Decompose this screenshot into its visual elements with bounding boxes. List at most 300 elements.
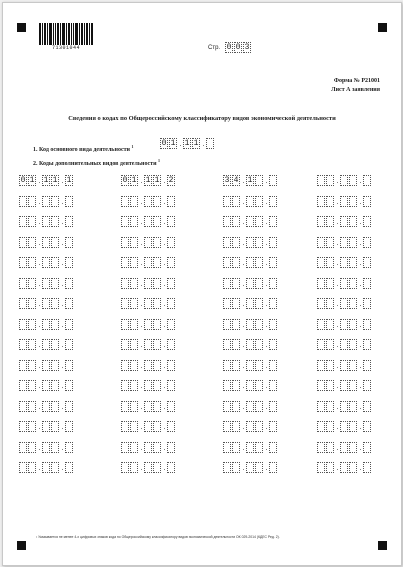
digit-cell[interactable]	[51, 339, 59, 350]
digit-cell[interactable]	[130, 196, 138, 207]
additional-activity-code-field[interactable]	[223, 339, 278, 350]
digit-cell[interactable]	[246, 298, 254, 309]
additional-activity-code-field[interactable]	[121, 401, 176, 412]
digit-cell[interactable]	[340, 216, 348, 227]
digit-cell[interactable]	[232, 237, 240, 248]
additional-activity-code-field[interactable]	[19, 380, 74, 391]
digit-cell[interactable]	[167, 360, 175, 371]
digit-cell[interactable]	[317, 421, 325, 432]
digit-cell[interactable]	[349, 216, 357, 227]
digit-cell[interactable]	[326, 421, 334, 432]
digit-cell[interactable]	[167, 319, 175, 330]
digit-cell[interactable]	[121, 216, 129, 227]
digit-cell[interactable]	[144, 339, 152, 350]
digit-cell[interactable]	[269, 237, 277, 248]
digit-cell[interactable]	[42, 216, 50, 227]
additional-activity-code-field[interactable]	[121, 298, 176, 309]
digit-cell[interactable]: 1	[170, 139, 176, 148]
digit-cell[interactable]: 1	[52, 176, 58, 185]
digit-cell[interactable]	[223, 442, 231, 453]
digit-cell[interactable]	[153, 216, 161, 227]
digit-cell[interactable]	[269, 339, 277, 350]
digit-cell[interactable]	[246, 257, 254, 268]
digit-cell[interactable]	[51, 421, 59, 432]
digit-cell[interactable]	[144, 278, 152, 289]
digit-cell[interactable]	[121, 298, 129, 309]
digit-cell[interactable]	[232, 401, 240, 412]
digit-cell[interactable]	[317, 319, 325, 330]
additional-activity-code-field[interactable]	[19, 442, 74, 453]
additional-activity-code-field[interactable]	[317, 339, 372, 350]
digit-cell[interactable]	[153, 196, 161, 207]
digit-cell[interactable]	[28, 442, 36, 453]
digit-cell[interactable]	[144, 216, 152, 227]
digit-cell[interactable]	[326, 278, 334, 289]
digit-cell[interactable]	[19, 216, 27, 227]
additional-activity-code-field[interactable]	[317, 175, 372, 186]
digit-cell[interactable]	[42, 196, 50, 207]
additional-activity-code-field[interactable]	[121, 380, 176, 391]
digit-cell[interactable]	[326, 442, 334, 453]
digit-cell[interactable]: 1	[43, 176, 49, 185]
digit-cell[interactable]	[326, 380, 334, 391]
additional-activity-code-field[interactable]	[19, 421, 74, 432]
additional-activity-code-field[interactable]	[121, 421, 176, 432]
digit-cell[interactable]	[340, 298, 348, 309]
additional-activity-code-field[interactable]	[223, 401, 278, 412]
digit-cell[interactable]	[28, 319, 36, 330]
digit-cell[interactable]	[255, 278, 263, 289]
digit-cell[interactable]	[167, 237, 175, 248]
digit-cell[interactable]	[121, 462, 129, 473]
additional-activity-code-field[interactable]	[223, 380, 278, 391]
digit-cell[interactable]	[269, 401, 277, 412]
digit-cell[interactable]	[51, 442, 59, 453]
digit-cell[interactable]	[42, 360, 50, 371]
digit-cell[interactable]	[317, 442, 325, 453]
digit-cell[interactable]	[28, 360, 36, 371]
additional-activity-code-field[interactable]	[223, 216, 278, 227]
digit-cell[interactable]	[232, 319, 240, 330]
digit-cell[interactable]	[223, 360, 231, 371]
digit-cell[interactable]	[19, 421, 27, 432]
digit-cell[interactable]	[269, 380, 277, 391]
additional-activity-code-field[interactable]	[223, 237, 278, 248]
digit-cell[interactable]	[19, 319, 27, 330]
digit-cell[interactable]	[363, 216, 371, 227]
digit-cell[interactable]	[349, 257, 357, 268]
digit-cell[interactable]	[349, 175, 357, 186]
digit-cell[interactable]	[19, 196, 27, 207]
digit-cell[interactable]	[317, 216, 325, 227]
digit-cell[interactable]	[153, 339, 161, 350]
digit-cell[interactable]	[326, 298, 334, 309]
digit-cell[interactable]	[19, 360, 27, 371]
digit-cell[interactable]	[153, 401, 161, 412]
digit-cell[interactable]: 0	[235, 43, 241, 52]
digit-cell[interactable]	[232, 442, 240, 453]
digit-cell[interactable]	[121, 442, 129, 453]
digit-cell[interactable]	[42, 257, 50, 268]
additional-activity-code-field[interactable]	[317, 278, 372, 289]
digit-cell[interactable]	[340, 175, 348, 186]
digit-cell[interactable]	[269, 319, 277, 330]
additional-activity-code-field[interactable]	[19, 175, 74, 186]
digit-cell[interactable]	[19, 339, 27, 350]
digit-cell[interactable]	[246, 319, 254, 330]
digit-cell[interactable]	[232, 216, 240, 227]
digit-cell[interactable]	[51, 257, 59, 268]
digit-cell[interactable]	[223, 339, 231, 350]
additional-activity-code-field[interactable]	[223, 360, 278, 371]
additional-activity-code-field[interactable]	[317, 298, 372, 309]
digit-cell[interactable]	[121, 401, 129, 412]
digit-cell[interactable]	[130, 360, 138, 371]
digit-cell[interactable]	[65, 421, 73, 432]
digit-cell[interactable]	[232, 196, 240, 207]
digit-cell[interactable]	[340, 237, 348, 248]
digit-cell[interactable]	[153, 298, 161, 309]
digit-cell[interactable]	[42, 298, 50, 309]
digit-cell[interactable]	[144, 196, 152, 207]
digit-cell[interactable]	[28, 421, 36, 432]
digit-cell[interactable]	[130, 339, 138, 350]
digit-cell[interactable]	[349, 319, 357, 330]
digit-cell[interactable]	[65, 216, 73, 227]
digit-cell[interactable]	[363, 278, 371, 289]
digit-cell[interactable]	[153, 380, 161, 391]
digit-cell[interactable]	[51, 237, 59, 248]
digit-cell[interactable]	[130, 237, 138, 248]
digit-cell[interactable]	[144, 421, 152, 432]
digit-cell[interactable]	[317, 278, 325, 289]
digit-cell[interactable]	[28, 196, 36, 207]
digit-cell[interactable]	[269, 360, 277, 371]
digit-cell[interactable]	[326, 237, 334, 248]
digit-cell[interactable]: 1	[66, 176, 72, 185]
digit-cell[interactable]	[19, 462, 27, 473]
digit-cell[interactable]	[246, 380, 254, 391]
digit-cell[interactable]	[269, 175, 277, 186]
additional-activity-code-field[interactable]	[317, 380, 372, 391]
digit-cell[interactable]	[223, 401, 231, 412]
digit-cell[interactable]	[153, 462, 161, 473]
digit-cell[interactable]	[246, 462, 254, 473]
digit-cell[interactable]	[255, 380, 263, 391]
additional-activity-code-field[interactable]	[317, 196, 372, 207]
additional-activity-code-field[interactable]	[121, 339, 176, 350]
digit-cell[interactable]	[269, 421, 277, 432]
digit-cell[interactable]: 0	[20, 176, 26, 185]
digit-cell[interactable]	[223, 319, 231, 330]
additional-activity-code-field[interactable]	[223, 196, 278, 207]
digit-cell[interactable]	[246, 216, 254, 227]
digit-cell[interactable]	[317, 339, 325, 350]
digit-cell[interactable]	[130, 319, 138, 330]
digit-cell[interactable]	[363, 380, 371, 391]
additional-activity-code-field[interactable]	[121, 442, 176, 453]
digit-cell[interactable]	[255, 298, 263, 309]
digit-cell[interactable]	[19, 401, 27, 412]
digit-cell[interactable]	[349, 401, 357, 412]
digit-cell[interactable]	[269, 196, 277, 207]
digit-cell[interactable]	[19, 257, 27, 268]
digit-cell[interactable]	[144, 380, 152, 391]
digit-cell[interactable]	[326, 216, 334, 227]
digit-cell[interactable]	[317, 298, 325, 309]
digit-cell[interactable]	[269, 278, 277, 289]
digit-cell[interactable]	[317, 380, 325, 391]
digit-cell[interactable]	[363, 339, 371, 350]
digit-cell[interactable]	[121, 278, 129, 289]
digit-cell[interactable]: 1	[154, 176, 160, 185]
digit-cell[interactable]	[167, 278, 175, 289]
digit-cell[interactable]	[206, 138, 214, 149]
digit-cell[interactable]	[130, 298, 138, 309]
additional-activity-code-field[interactable]	[121, 278, 176, 289]
digit-cell[interactable]	[340, 401, 348, 412]
digit-cell[interactable]	[246, 421, 254, 432]
additional-activity-code-field[interactable]	[317, 237, 372, 248]
digit-cell[interactable]	[130, 278, 138, 289]
digit-cell[interactable]	[130, 257, 138, 268]
additional-activity-code-field[interactable]	[317, 421, 372, 432]
digit-cell[interactable]	[340, 421, 348, 432]
digit-cell[interactable]: 4	[233, 176, 239, 185]
digit-cell[interactable]	[326, 175, 334, 186]
digit-cell[interactable]	[223, 216, 231, 227]
digit-cell[interactable]	[349, 360, 357, 371]
additional-activity-code-field[interactable]	[19, 462, 74, 473]
digit-cell[interactable]	[363, 360, 371, 371]
digit-cell[interactable]	[340, 462, 348, 473]
digit-cell[interactable]	[28, 237, 36, 248]
digit-cell[interactable]	[223, 257, 231, 268]
digit-cell[interactable]	[269, 216, 277, 227]
digit-cell[interactable]	[65, 401, 73, 412]
digit-cell[interactable]	[363, 442, 371, 453]
digit-cell[interactable]	[363, 462, 371, 473]
digit-cell[interactable]	[255, 216, 263, 227]
digit-cell[interactable]	[349, 380, 357, 391]
digit-cell[interactable]	[255, 421, 263, 432]
digit-cell[interactable]: 3	[224, 176, 230, 185]
digit-cell[interactable]	[167, 216, 175, 227]
digit-cell[interactable]: 1	[184, 139, 190, 148]
digit-cell[interactable]	[42, 442, 50, 453]
digit-cell[interactable]	[19, 278, 27, 289]
digit-cell[interactable]	[153, 421, 161, 432]
additional-activity-code-field[interactable]	[223, 421, 278, 432]
digit-cell[interactable]	[255, 401, 263, 412]
digit-cell[interactable]	[121, 380, 129, 391]
additional-activity-code-field[interactable]	[19, 278, 74, 289]
digit-cell[interactable]	[144, 298, 152, 309]
digit-cell[interactable]	[246, 360, 254, 371]
digit-cell[interactable]	[349, 278, 357, 289]
additional-activity-code-field[interactable]	[121, 237, 176, 248]
digit-cell[interactable]	[19, 442, 27, 453]
digit-cell[interactable]	[121, 360, 129, 371]
digit-cell[interactable]	[167, 442, 175, 453]
digit-cell[interactable]	[19, 237, 27, 248]
digit-cell[interactable]: 1	[131, 176, 137, 185]
additional-activity-code-field[interactable]	[121, 257, 176, 268]
digit-cell[interactable]	[255, 196, 263, 207]
digit-cell[interactable]	[65, 319, 73, 330]
digit-cell[interactable]	[326, 401, 334, 412]
digit-cell[interactable]	[269, 442, 277, 453]
digit-cell[interactable]	[28, 257, 36, 268]
digit-cell[interactable]: 1	[145, 176, 151, 185]
digit-cell[interactable]	[28, 278, 36, 289]
digit-cell[interactable]	[326, 339, 334, 350]
digit-cell[interactable]: 0	[161, 139, 167, 148]
additional-activity-code-field[interactable]	[317, 216, 372, 227]
digit-cell[interactable]	[349, 298, 357, 309]
digit-cell[interactable]	[65, 442, 73, 453]
digit-cell[interactable]	[317, 237, 325, 248]
digit-cell[interactable]	[167, 462, 175, 473]
digit-cell[interactable]	[340, 380, 348, 391]
digit-cell[interactable]	[65, 257, 73, 268]
digit-cell[interactable]	[167, 196, 175, 207]
digit-cell[interactable]	[28, 339, 36, 350]
digit-cell[interactable]	[51, 401, 59, 412]
additional-activity-code-field[interactable]	[317, 257, 372, 268]
digit-cell[interactable]	[326, 257, 334, 268]
additional-activity-code-field[interactable]	[19, 216, 74, 227]
digit-cell[interactable]	[232, 462, 240, 473]
main-activity-code-field[interactable]	[160, 138, 215, 149]
digit-cell[interactable]	[167, 257, 175, 268]
digit-cell[interactable]	[340, 360, 348, 371]
digit-cell[interactable]	[326, 360, 334, 371]
digit-cell[interactable]	[317, 462, 325, 473]
digit-cell[interactable]: 1	[193, 139, 199, 148]
digit-cell[interactable]	[51, 319, 59, 330]
digit-cell[interactable]	[167, 380, 175, 391]
digit-cell[interactable]	[349, 196, 357, 207]
additional-activity-code-field[interactable]	[19, 257, 74, 268]
digit-cell[interactable]	[317, 257, 325, 268]
digit-cell[interactable]	[51, 462, 59, 473]
digit-cell[interactable]	[232, 257, 240, 268]
digit-cell[interactable]	[144, 319, 152, 330]
additional-activity-code-field[interactable]	[19, 401, 74, 412]
digit-cell[interactable]	[42, 380, 50, 391]
digit-cell[interactable]	[51, 278, 59, 289]
digit-cell[interactable]	[130, 442, 138, 453]
digit-cell[interactable]	[65, 360, 73, 371]
digit-cell[interactable]	[144, 462, 152, 473]
digit-cell[interactable]	[340, 339, 348, 350]
digit-cell[interactable]	[65, 298, 73, 309]
digit-cell[interactable]	[255, 319, 263, 330]
digit-cell[interactable]	[42, 319, 50, 330]
digit-cell[interactable]	[255, 462, 263, 473]
digit-cell[interactable]	[28, 216, 36, 227]
digit-cell[interactable]	[65, 462, 73, 473]
digit-cell[interactable]	[144, 401, 152, 412]
additional-activity-code-field[interactable]	[223, 462, 278, 473]
additional-activity-code-field[interactable]	[317, 360, 372, 371]
digit-cell[interactable]	[363, 421, 371, 432]
digit-cell[interactable]	[65, 278, 73, 289]
digit-cell[interactable]	[121, 421, 129, 432]
digit-cell[interactable]	[51, 360, 59, 371]
digit-cell[interactable]	[121, 257, 129, 268]
additional-activity-code-field[interactable]	[19, 319, 74, 330]
digit-cell[interactable]	[167, 421, 175, 432]
additional-activity-code-field[interactable]	[121, 175, 176, 186]
digit-cell[interactable]	[42, 462, 50, 473]
digit-cell[interactable]	[317, 401, 325, 412]
digit-cell[interactable]	[223, 278, 231, 289]
additional-activity-code-field[interactable]	[19, 360, 74, 371]
digit-cell[interactable]	[167, 401, 175, 412]
digit-cell[interactable]	[65, 196, 73, 207]
digit-cell[interactable]	[121, 339, 129, 350]
digit-cell[interactable]	[317, 196, 325, 207]
digit-cell[interactable]	[349, 442, 357, 453]
digit-cell[interactable]	[269, 298, 277, 309]
digit-cell[interactable]	[255, 175, 263, 186]
digit-cell[interactable]	[121, 196, 129, 207]
additional-activity-code-field[interactable]	[19, 237, 74, 248]
digit-cell[interactable]	[42, 278, 50, 289]
additional-activity-code-field[interactable]	[317, 319, 372, 330]
digit-cell[interactable]	[167, 298, 175, 309]
digit-cell[interactable]	[326, 196, 334, 207]
digit-cell[interactable]	[167, 339, 175, 350]
digit-cell[interactable]	[223, 421, 231, 432]
digit-cell[interactable]	[223, 196, 231, 207]
digit-cell[interactable]	[28, 401, 36, 412]
digit-cell[interactable]	[232, 339, 240, 350]
digit-cell[interactable]	[326, 319, 334, 330]
digit-cell[interactable]	[340, 278, 348, 289]
digit-cell[interactable]	[246, 278, 254, 289]
digit-cell[interactable]	[28, 298, 36, 309]
digit-cell[interactable]	[144, 442, 152, 453]
digit-cell[interactable]	[363, 298, 371, 309]
digit-cell[interactable]	[363, 401, 371, 412]
additional-activity-code-field[interactable]	[223, 175, 278, 186]
additional-activity-code-field[interactable]	[121, 462, 176, 473]
digit-cell[interactable]	[340, 257, 348, 268]
digit-cell[interactable]	[121, 237, 129, 248]
digit-cell[interactable]	[153, 442, 161, 453]
digit-cell[interactable]	[153, 319, 161, 330]
digit-cell[interactable]	[51, 298, 59, 309]
digit-cell[interactable]	[363, 175, 371, 186]
digit-cell[interactable]	[232, 298, 240, 309]
additional-activity-code-field[interactable]	[223, 278, 278, 289]
additional-activity-code-field[interactable]	[223, 442, 278, 453]
digit-cell[interactable]	[255, 339, 263, 350]
digit-cell[interactable]	[349, 421, 357, 432]
digit-cell[interactable]	[223, 462, 231, 473]
digit-cell[interactable]	[42, 401, 50, 412]
digit-cell[interactable]	[269, 257, 277, 268]
digit-cell[interactable]	[28, 380, 36, 391]
digit-cell[interactable]	[65, 380, 73, 391]
digit-cell[interactable]	[363, 257, 371, 268]
digit-cell[interactable]	[363, 319, 371, 330]
digit-cell[interactable]	[246, 339, 254, 350]
digit-cell[interactable]	[340, 196, 348, 207]
